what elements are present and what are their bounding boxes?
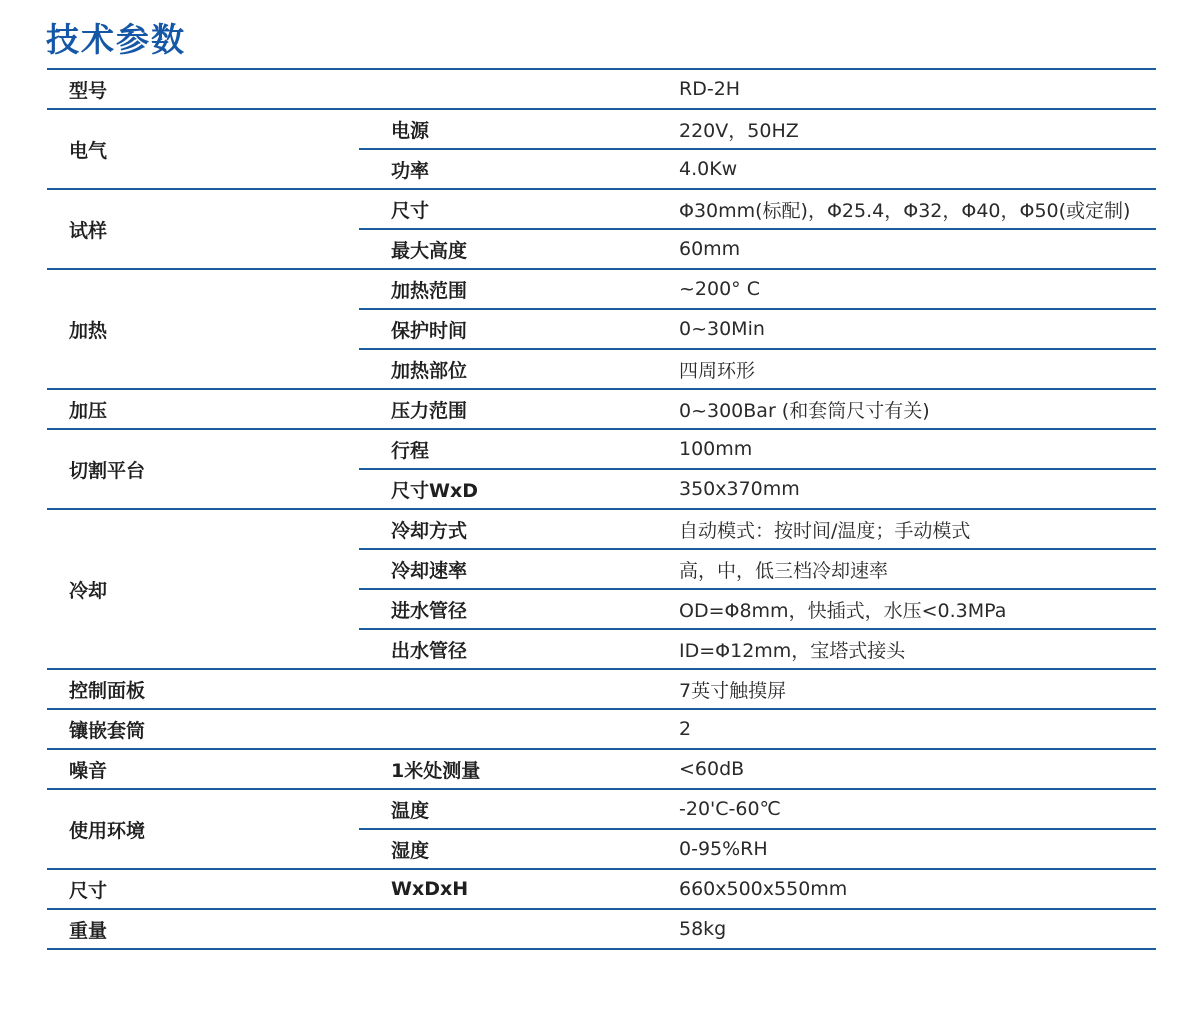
spec-subcategory xyxy=(359,909,647,949)
spec-value: RD-2H xyxy=(647,69,1156,109)
spec-subcategory: 进水管径 xyxy=(359,589,647,629)
spec-row xyxy=(47,429,1156,469)
spec-category: 冷却 xyxy=(47,509,359,669)
spec-subcategory: 最大高度 xyxy=(359,229,647,269)
spec-category: 镶嵌套筒 xyxy=(47,709,359,749)
spec-value: 350x370mm xyxy=(647,469,1156,509)
spec-subcategory: 电源 xyxy=(359,109,647,149)
spec-value: Φ30mm(标配)，Φ25.4，Φ32，Φ40，Φ50(或定制) xyxy=(647,189,1156,229)
spec-subcategory: WxDxH xyxy=(359,869,647,909)
spec-subcategory: 1米处测量 xyxy=(359,749,647,789)
spec-value: ID=Φ12mm，宝塔式接头 xyxy=(647,629,1156,669)
spec-value: <60dB xyxy=(647,749,1156,789)
spec-subcategory: 行程 xyxy=(359,429,647,469)
spec-value: 4.0Kw xyxy=(647,149,1156,189)
spec-subcategory: 尺寸WxD xyxy=(359,469,647,509)
spec-row xyxy=(47,69,1156,109)
spec-category: 加热 xyxy=(47,269,359,389)
spec-subcategory: 冷却方式 xyxy=(359,509,647,549)
spec-category: 加压 xyxy=(47,389,359,429)
spec-subcategory: 出水管径 xyxy=(359,629,647,669)
spec-subcategory: 加热范围 xyxy=(359,269,647,309)
spec-row xyxy=(47,109,1156,149)
spec-row xyxy=(47,389,1156,429)
spec-subcategory: 加热部位 xyxy=(359,349,647,389)
spec-value: 100mm xyxy=(647,429,1156,469)
spec-value: 220V，50HZ xyxy=(647,109,1156,149)
spec-category: 试样 xyxy=(47,189,359,269)
spec-category: 使用环境 xyxy=(47,789,359,869)
spec-value: -20'C-60℃ xyxy=(647,789,1156,829)
spec-row xyxy=(47,789,1156,829)
spec-subcategory: 湿度 xyxy=(359,829,647,869)
spec-subcategory: 保护时间 xyxy=(359,309,647,349)
spec-value: 0-95%RH xyxy=(647,829,1156,869)
spec-row xyxy=(47,709,1156,749)
spec-subcategory xyxy=(359,69,647,109)
spec-row xyxy=(47,189,1156,229)
spec-value: 0~300Bar (和套筒尺寸有关) xyxy=(647,389,1156,429)
spec-category: 噪音 xyxy=(47,749,359,789)
spec-category: 型号 xyxy=(47,69,359,109)
page-title: 技术参数 xyxy=(46,20,186,59)
spec-row xyxy=(47,669,1156,709)
spec-subcategory: 温度 xyxy=(359,789,647,829)
spec-subcategory xyxy=(359,669,647,709)
spec-value: 2 xyxy=(647,709,1156,749)
spec-value: 660x500x550mm xyxy=(647,869,1156,909)
spec-subcategory: 冷却速率 xyxy=(359,549,647,589)
spec-value: 7英寸触摸屏 xyxy=(647,669,1156,709)
spec-row xyxy=(47,269,1156,309)
spec-row xyxy=(47,749,1156,789)
spec-category: 控制面板 xyxy=(47,669,359,709)
spec-subcategory xyxy=(359,709,647,749)
spec-subcategory: 压力范围 xyxy=(359,389,647,429)
spec-subcategory: 尺寸 xyxy=(359,189,647,229)
spec-value: 四周环形 xyxy=(647,349,1156,389)
spec-value: OD=Φ8mm，快插式，水压<0.3MPa xyxy=(647,589,1156,629)
spec-row xyxy=(47,869,1156,909)
spec-category: 重量 xyxy=(47,909,359,949)
spec-value: 58kg xyxy=(647,909,1156,949)
spec-row xyxy=(47,509,1156,549)
spec-category: 切割平台 xyxy=(47,429,359,509)
spec-category: 尺寸 xyxy=(47,869,359,909)
spec-value: 自动模式：按时间/温度；手动模式 xyxy=(647,509,1156,549)
spec-category: 电气 xyxy=(47,109,359,189)
spec-value: 0~30Min xyxy=(647,309,1156,349)
spec-table-body xyxy=(47,69,1156,949)
spec-row xyxy=(47,909,1156,949)
spec-value: 高，中，低三档冷却速率 xyxy=(647,549,1156,589)
spec-subcategory: 功率 xyxy=(359,149,647,189)
spec-value: ~200° C xyxy=(647,269,1156,309)
spec-value: 60mm xyxy=(647,229,1156,269)
spec-table xyxy=(47,68,1156,950)
